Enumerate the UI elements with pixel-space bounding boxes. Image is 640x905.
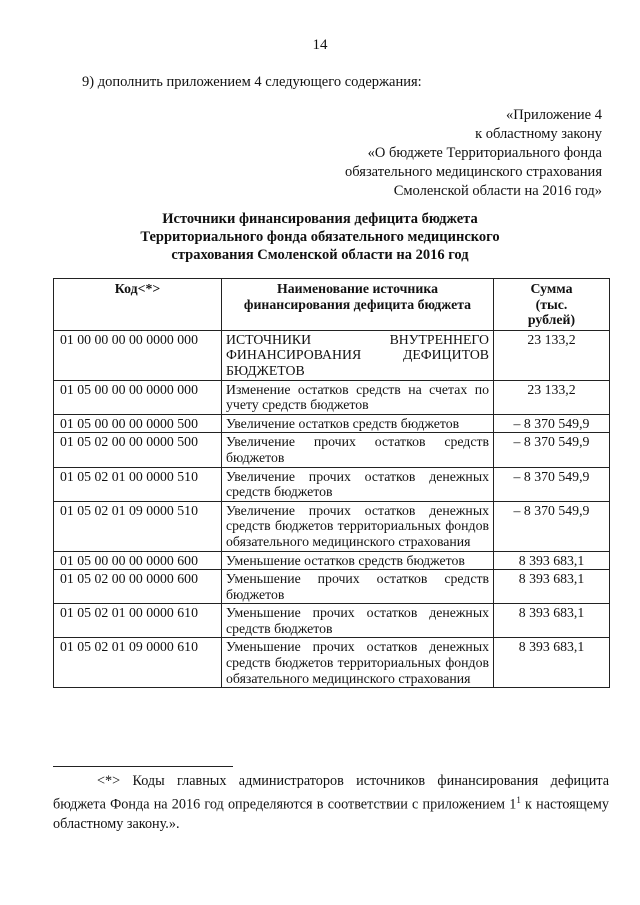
row-name: Уменьшение прочих остатков денежных средств бюджетов территориальных фондов обязательного медицинского страхования bbox=[222, 638, 494, 688]
footnote-text: <*> Коды главных администраторов источников финансирования дефицита бюджета Фонда на 2016 год определяются в соответствии с приложением 1 bbox=[53, 773, 609, 813]
title-line: Территориального фонда обязательного медицинского bbox=[140, 229, 500, 245]
row-name: Увеличение прочих остатков денежных средств бюджетов bbox=[222, 467, 494, 501]
footnote-separator bbox=[53, 766, 233, 767]
row-code: 01 05 02 01 00 0000 610 bbox=[54, 604, 222, 638]
appendix-line: Смоленской области на 2016 год» bbox=[393, 183, 602, 199]
appendix-line: «Приложение 4 bbox=[506, 107, 602, 123]
table-row bbox=[54, 414, 610, 433]
header-name: Наименование источника финансирования дефицита бюджета bbox=[222, 279, 494, 331]
table-row bbox=[54, 501, 610, 551]
table-row bbox=[54, 467, 610, 501]
footnote-text-end: к настоящему областному закону.». bbox=[53, 796, 609, 832]
row-code: 01 05 00 00 00 0000 500 bbox=[54, 414, 222, 433]
row-name: Увеличение прочих остатков денежных средств бюджетов территориальных фондов обязательного медицинского страхования bbox=[222, 501, 494, 551]
row-name: Изменение остатков средств на счетах по учету средств бюджетов bbox=[222, 380, 494, 414]
title-line: Источники финансирования дефицита бюджета bbox=[162, 211, 478, 227]
row-code: 01 05 02 00 00 0000 500 bbox=[54, 433, 222, 467]
row-name: Увеличение остатков средств бюджетов bbox=[222, 414, 494, 433]
table-row bbox=[54, 551, 610, 570]
header-sum: Сумма (тыс. рублей) bbox=[494, 279, 610, 331]
row-name: Уменьшение прочих остатков денежных средств бюджетов bbox=[222, 604, 494, 638]
row-sum: – 8 370 549,9 bbox=[494, 501, 610, 551]
appendix-line: к областному закону bbox=[475, 126, 602, 142]
row-code: 01 05 02 01 09 0000 610 bbox=[54, 638, 222, 688]
row-name: ИСТОЧНИКИ ВНУТРЕННЕГО ФИНАНСИРОВАНИЯ ДЕФИЦИТОВ БЮДЖЕТОВ bbox=[222, 330, 494, 380]
row-code: 01 05 02 00 00 0000 600 bbox=[54, 570, 222, 604]
row-code: 01 05 02 01 09 0000 510 bbox=[54, 501, 222, 551]
row-sum: 23 133,2 bbox=[494, 380, 610, 414]
row-sum: 8 393 683,1 bbox=[494, 551, 610, 570]
table-row bbox=[54, 638, 610, 688]
intro-paragraph: 9) дополнить приложением 4 следующего содержания: bbox=[82, 74, 422, 90]
table-row bbox=[54, 380, 610, 414]
row-code: 01 00 00 00 00 0000 000 bbox=[54, 330, 222, 380]
row-sum: – 8 370 549,9 bbox=[494, 433, 610, 467]
row-name: Уменьшение остатков средств бюджетов bbox=[222, 551, 494, 570]
header-code: Код<*> bbox=[54, 279, 222, 331]
row-code: 01 05 02 01 00 0000 510 bbox=[54, 467, 222, 501]
row-sum: 8 393 683,1 bbox=[494, 638, 610, 688]
appendix-header bbox=[345, 106, 602, 201]
row-sum: – 8 370 549,9 bbox=[494, 414, 610, 433]
document-title bbox=[0, 210, 640, 264]
footnote-superscript: 1 bbox=[516, 795, 521, 805]
row-code: 01 05 00 00 00 0000 000 bbox=[54, 380, 222, 414]
appendix-line: «О бюджете Территориального фонда bbox=[367, 145, 602, 161]
appendix-line: обязательного медицинского страхования bbox=[345, 164, 602, 180]
row-name: Увеличение прочих остатков средств бюджетов bbox=[222, 433, 494, 467]
row-sum: 23 133,2 bbox=[494, 330, 610, 380]
footnote bbox=[53, 772, 609, 834]
row-sum: 8 393 683,1 bbox=[494, 604, 610, 638]
row-sum: 8 393 683,1 bbox=[494, 570, 610, 604]
table-row bbox=[54, 570, 610, 604]
title-line: страхования Смоленской области на 2016 год bbox=[171, 247, 469, 263]
table-row bbox=[54, 604, 610, 638]
page-number: 14 bbox=[312, 37, 328, 53]
sources-table bbox=[53, 278, 610, 688]
row-sum: – 8 370 549,9 bbox=[494, 467, 610, 501]
row-name: Уменьшение прочих остатков средств бюджетов bbox=[222, 570, 494, 604]
table-row bbox=[54, 330, 610, 380]
table-header-row bbox=[54, 279, 610, 331]
table-row bbox=[54, 433, 610, 467]
row-code: 01 05 00 00 00 0000 600 bbox=[54, 551, 222, 570]
